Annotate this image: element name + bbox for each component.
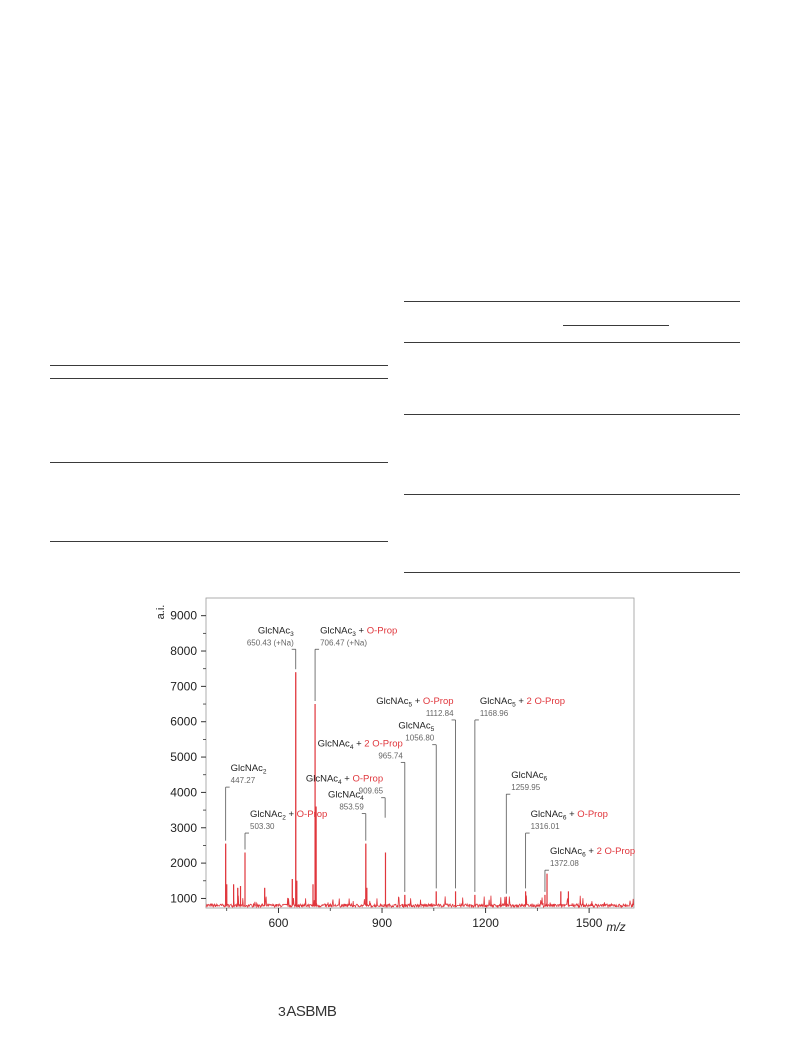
annotation-mass: 1168.96 [479,708,509,718]
annotation-mass: 1112.84 [425,708,454,718]
right-table-header-rule [404,342,740,343]
asbmb-logo-text: ASBMB [286,1003,337,1020]
left-table-top-rule [50,365,388,366]
y-tick-label-9000: 9000 [170,608,197,623]
spectrum-line [206,672,634,907]
x-tick-label-600: 600 [268,916,289,930]
annotation-glcnac3 [247,625,296,669]
annotation-mass: 650.43 (+Na) [246,638,294,648]
y-tick-label-4000: 4000 [170,785,197,800]
y-tick-label-5000: 5000 [170,750,197,765]
y-tick-label-7000: 7000 [170,679,197,694]
right-table-row-rule-1 [404,414,740,415]
annotation-mass: 503.30 [250,822,275,832]
annotation-label: GlcNAc$_5$ [398,720,435,734]
peak-annotations [226,625,635,893]
annotation-glcnac4-mod [318,738,405,892]
x-tick-label-1200: 1200 [472,916,499,930]
annotation-mass: 706.47 (+Na) [320,638,367,648]
y-axis-label: a.i. [155,604,167,620]
y-tick-label-1000: 1000 [170,891,197,906]
annotation-label: GlcNAc$_6$ + 2 O-Prop [549,846,636,859]
annotation-glcnac6 [506,770,547,894]
spectrum-trace [206,672,634,907]
y-tick-label-3000: 3000 [170,820,197,835]
annotation-label: GlcNAc$_4$ [327,789,364,803]
annotation-label: GlcNAc$_4$ + O-Prop [305,773,384,787]
annotation-mass: 909.65 [358,786,384,796]
asbmb-logo-mark-icon: З [278,1004,286,1019]
y-tick-label-6000: 6000 [170,714,197,729]
left-table-bottom-rule [50,541,388,542]
x-axis-label: m/z [606,920,626,934]
annotation-mass: 965.74 [378,751,403,761]
annotation-label: GlcNAc$_4$ + 2 O-Prop [317,738,403,751]
y-tick-label-2000: 2000 [170,856,197,871]
annotation-mass: 1259.95 [511,783,541,793]
y-tick-label-8000: 8000 [170,644,197,659]
annotation-label: GlcNAc$_5$ + O-Prop [376,695,454,709]
asbmb-logo [278,1003,336,1020]
annotation-label: GlcNAc$_6$ + O-Prop [530,809,608,822]
x-tick-label-900: 900 [372,916,393,930]
annotation-mass: 1372.08 [549,859,579,869]
annotation-mass: 447.27 [230,776,256,786]
left-table-row-rule [50,462,388,463]
annotation-label: GlcNAc$_2$ + O-Prop [250,809,328,822]
annotation-mass: 853.59 [339,802,364,812]
mass-spectrum-chart [150,590,650,940]
annotation-label: GlcNAc$_2$ [230,763,267,776]
right-table-row-rule-2 [404,494,740,495]
annotation-glcnac3-mod [315,625,397,701]
annotation-label: GlcNAc$_6$ [511,770,548,783]
left-table-header-rule [50,378,388,379]
x-tick-label-1500: 1500 [575,916,603,930]
annotation-mass: 1056.80 [405,733,435,743]
right-table-spanner-rule [563,325,669,326]
right-table-bottom-rule [404,572,740,573]
annotation-glcnac5 [398,721,436,889]
annotation-label: GlcNAc$_5$ + 2 O-Prop [479,695,566,709]
annotation-label: GlcNAc$_3$ [257,625,294,638]
annotation-label: GlcNAc$_3$ + O-Prop [320,625,398,638]
annotation-mass: 1316.01 [530,822,560,832]
annotation-glcnac4 [328,790,366,841]
annotation-glcnac6-mod [545,846,635,892]
right-table-top-rule [404,301,740,302]
